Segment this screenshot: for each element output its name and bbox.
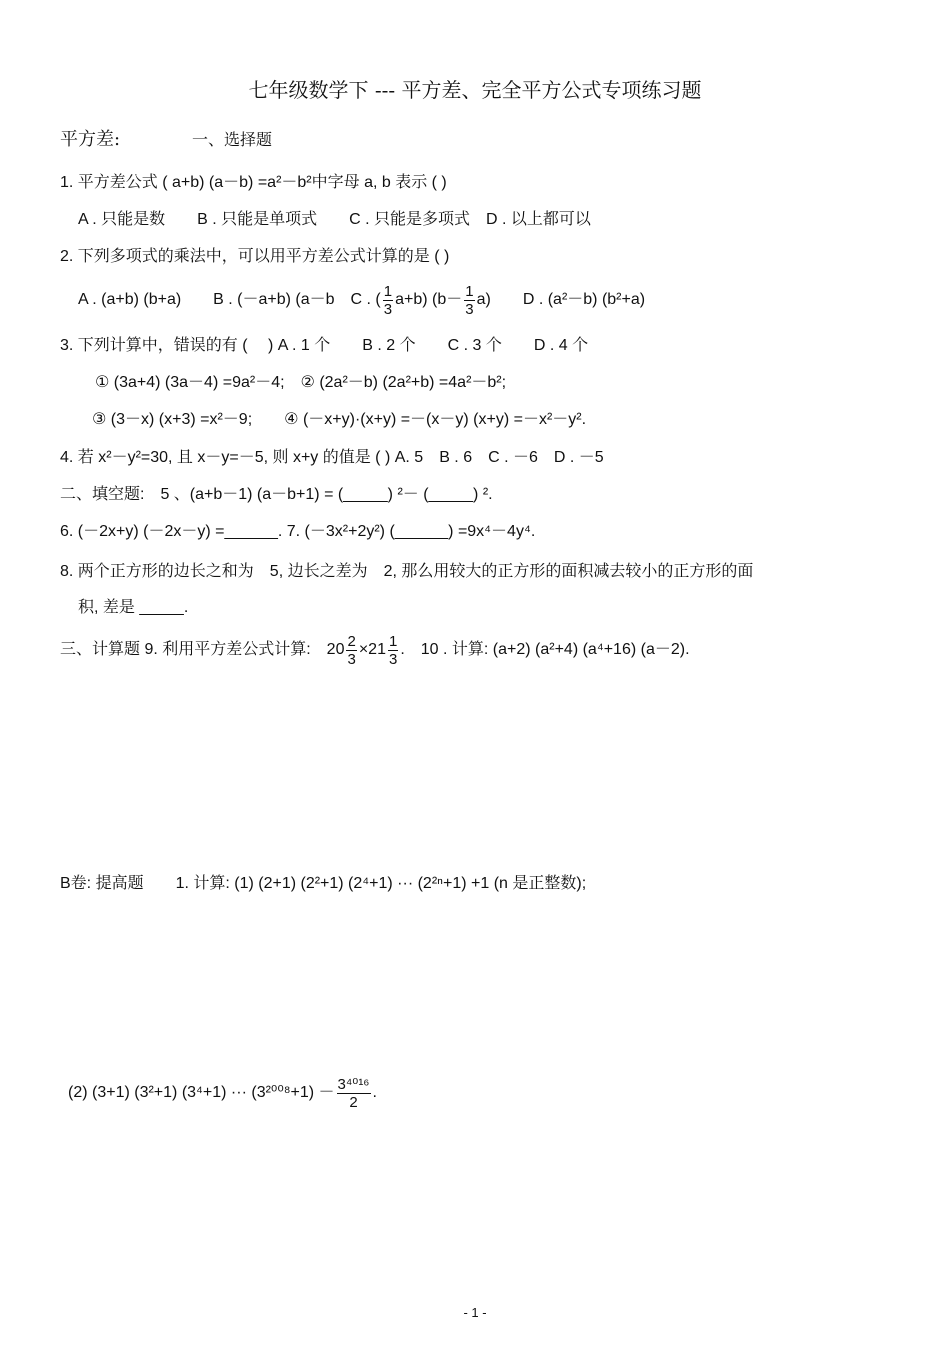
section-2-question-5: 二、填空题: 5 、(a+b－1) (a－b+1) = (_____) ²－ (_____) ². bbox=[60, 486, 493, 503]
part-b-q2-prefix: (2) (3+1) (3²+1) (3⁴+1) ··· (3²⁰⁰⁸+1) － bbox=[68, 1084, 335, 1101]
q2-fraction-1: $\frac{1}{3}$ bbox=[383, 282, 393, 318]
question-2-options bbox=[78, 282, 645, 318]
question-3-line-1: ① (3a+4) (3a－4) =9a²－4; ② (2a²－b) (2a²+b) =4a²－b²; bbox=[95, 374, 507, 391]
q9-prefix: 三、计算题 9. 利用平方差公式计算: 20 bbox=[60, 641, 345, 658]
question-10: . 10 . 计算: (a+2) (a²+4) (a⁴+16) (a－2). bbox=[400, 641, 690, 658]
q9-mid: ×21 bbox=[358, 641, 386, 658]
question-6-7: 6. (－2x+y) (－2x－y) =______. 7. (－3x²+2y²) (______) =9x⁴－4y⁴. bbox=[60, 523, 536, 540]
q2-options-ab: A . (a+b) (b+a) B . (－a+b) (a－b C . ( bbox=[78, 291, 381, 308]
page-number: - 1 - bbox=[463, 1305, 487, 1320]
part-b-question-1: B卷: 提高题 1. 计算: (1) (2+1) (2²+1) (2⁴+1) ··· (2²ⁿ+1) +1 (n 是正整数); bbox=[60, 875, 587, 892]
question-1-options: A . 只能是数 B . 只能是单项式 C . 只能是多项式 D . 以上都可以 bbox=[78, 211, 591, 228]
question-8-line-2: 积, 差是 _____. bbox=[78, 599, 189, 616]
question-2: 2. 下列多项式的乘法中，可以用平方差公式计算的是 ( ) bbox=[60, 248, 450, 265]
part-b-question-2 bbox=[68, 1068, 377, 1118]
q2-options-mid: a+b) (b－ bbox=[395, 291, 463, 308]
section-1-heading: 一、选择题 bbox=[192, 132, 273, 149]
question-3-line-2: ③ (3－x) (x+3) =x²－9; ④ (－x+y)·(x+y) =－(x－y) (x+y) =－x²－y². bbox=[92, 411, 587, 428]
q9-fraction-1: $\frac{2}{3}$ bbox=[347, 632, 356, 668]
question-8-line-1: 8. 两个正方形的边长之和为 5, 边长之差为 2, 那么用较大的正方形的面积减去较小的正方形的面 bbox=[60, 563, 754, 580]
question-3: 3. 下列计算中，错误的有 ( ) A . 1 个 B . 2 个 C . 3 个 D . 4 个 bbox=[60, 337, 589, 354]
q2-options-end: a) D . (a²－b) (b²+a) bbox=[476, 291, 646, 308]
q2-fraction-2: $\frac{1}{3}$ bbox=[465, 282, 474, 318]
page-title: 七年级数学下 --- 平方差、完全平方公式专项练习题 bbox=[248, 78, 702, 102]
section-3-questions bbox=[60, 632, 690, 668]
part-b-q2-fraction: $\frac{\text{3⁴⁰¹⁶}}{2}$ bbox=[337, 1075, 370, 1111]
q9-fraction-2: $\frac{1}{3}$ bbox=[388, 632, 398, 668]
part-a-heading: 平方差: bbox=[60, 129, 121, 150]
question-1: 1. 平方差公式 ( a+b) (a－b) =a²－b²中字母 a, b 表示 ( ) bbox=[60, 174, 447, 191]
question-4: 4. 若 x²－y²=30, 且 x－y=－5, 则 x+y 的值是 ( ) A. 5 B . 6 C . －6 D . －5 bbox=[60, 449, 604, 466]
part-b-q2-suffix: . bbox=[372, 1084, 377, 1101]
